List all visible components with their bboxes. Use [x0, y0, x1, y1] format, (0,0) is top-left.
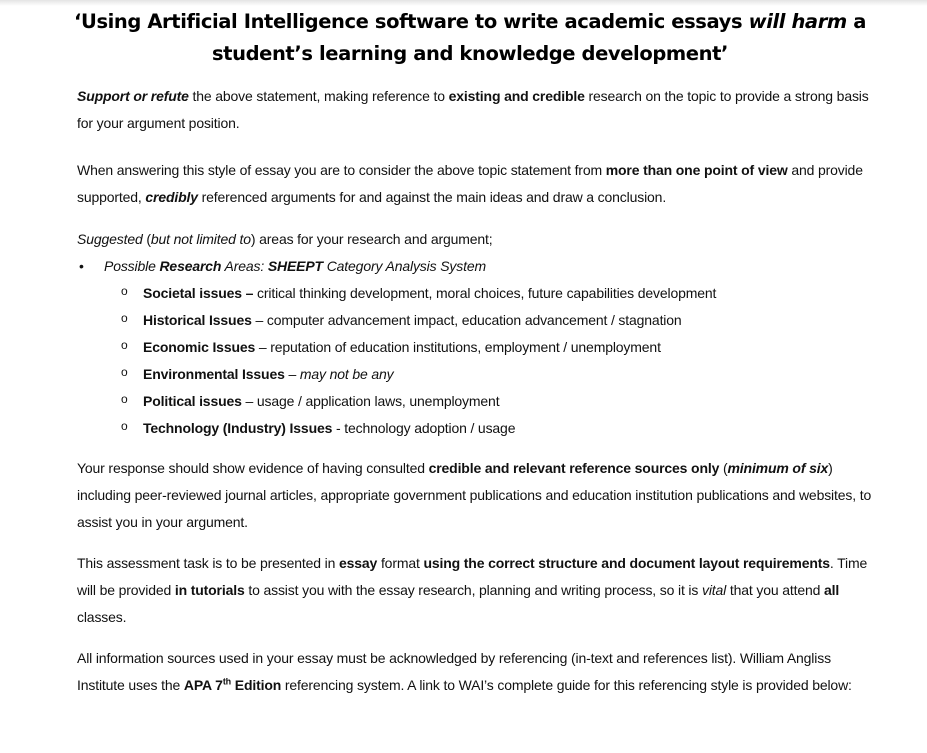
text-segment: student’s learning and knowledge development’	[211, 42, 729, 65]
text-segment: Possible	[104, 258, 160, 274]
text-segment: Edition	[231, 677, 282, 693]
circle-bullet-icon: o	[121, 392, 128, 406]
text-segment: and provide supported,	[77, 162, 863, 205]
text-segment: credibly	[145, 189, 198, 205]
text-segment: research on the topic to provide a strong basis for your argument position.	[77, 88, 869, 131]
text-segment: This assessment task is to be presented in	[77, 555, 340, 571]
text-segment: Your response should show evidence of having consulted	[77, 460, 429, 476]
bullet-marker: •	[79, 258, 84, 274]
text-segment: in tutorials	[174, 582, 245, 598]
title-line	[40, 6, 900, 38]
text-segment: ) including peer-reviewed journal articles, appropriate government publications and education institution publications and websites, to assist you in your argument.	[77, 460, 872, 530]
text-segment: critical thinking development, moral choices, future capabilities development	[257, 285, 717, 301]
text-segment: Suggested	[77, 231, 143, 247]
text-segment: When answering this style of essay you are to consider the above topic statement from	[77, 162, 606, 178]
circle-bullet-icon: o	[121, 419, 128, 433]
text-segment: SHEEPT	[267, 258, 323, 274]
text-segment: Research	[159, 258, 222, 274]
circle-bullet-icon: o	[121, 338, 128, 352]
sheept-category-item	[143, 415, 515, 442]
instruction-format	[77, 550, 877, 631]
text-segment: – reputation of education institutions, employment / unemployment	[255, 339, 661, 355]
instruction-referencing	[77, 645, 877, 699]
circle-bullet-icon: o	[121, 365, 128, 379]
text-segment: Technology (Industry) Issues	[143, 420, 333, 436]
circle-bullet-icon: o	[121, 311, 128, 325]
sheept-category-item	[143, 280, 716, 307]
text-segment: referenced arguments for and against the main ideas and draw a conclusion.	[197, 189, 667, 205]
text-segment: using the correct structure and document layout requirements	[423, 555, 830, 571]
text-segment: the above statement, making reference to	[188, 88, 449, 104]
text-segment: may not be any	[299, 366, 394, 382]
text-segment: referencing system. A link to WAI’s complete guide for this referencing style is provided below:	[281, 677, 852, 693]
text-segment: format	[377, 555, 424, 571]
instruction-viewpoints	[77, 157, 877, 211]
instruction-suggested-areas	[77, 226, 877, 253]
text-segment: ) areas for your research and argument;	[250, 231, 493, 247]
text-segment: Category Analysis System	[322, 258, 486, 274]
text-segment: Political issues	[143, 393, 242, 409]
title-line	[40, 38, 900, 70]
text-segment: – computer advancement impact, education advancement / stagnation	[251, 312, 682, 328]
essay-title	[40, 6, 900, 70]
text-segment: Economic Issues	[143, 339, 256, 355]
text-segment: Historical Issues	[143, 312, 252, 328]
sheept-category-item	[143, 361, 393, 388]
text-segment: (	[142, 231, 151, 247]
instruction-support-refute	[77, 83, 877, 137]
text-segment: – usage / application laws, unemployment	[241, 393, 500, 409]
text-segment: vital	[702, 582, 727, 598]
text-segment: a	[846, 10, 866, 33]
instruction-sources	[77, 455, 877, 536]
text-segment: –	[284, 366, 300, 382]
text-segment: credible and relevant reference sources only	[428, 460, 720, 476]
sheept-category-item	[143, 388, 499, 415]
text-segment: but not limited to	[150, 231, 251, 247]
text-segment: . Time will be provided	[77, 555, 868, 598]
text-segment: ‘Using Artificial Intelligence software to write academic essays	[74, 10, 749, 33]
text-segment: all	[824, 582, 840, 598]
text-segment: essay	[339, 555, 378, 571]
text-segment: minimum of six	[727, 460, 829, 476]
text-segment: All information sources used in your essay must be acknowledged by referencing (in-text and references list). William Angliss Institute uses the	[77, 650, 831, 693]
text-segment: APA 7	[183, 677, 223, 693]
text-segment: classes.	[77, 609, 127, 625]
text-segment: to assist you with the essay research, planning and writing process, so it is	[244, 582, 702, 598]
text-segment: existing and credible	[448, 88, 585, 104]
text-segment: (	[719, 460, 728, 476]
text-segment: more than one point of view	[605, 162, 788, 178]
sheept-category-item	[143, 334, 661, 361]
text-segment: Support or refute	[77, 88, 189, 104]
text-segment: that you attend	[726, 582, 825, 598]
text-segment: Societal issues –	[143, 285, 258, 301]
text-segment: th	[222, 676, 232, 687]
circle-bullet-icon: o	[121, 284, 128, 298]
text-segment: will harm	[748, 10, 847, 33]
sheept-category-item	[143, 307, 682, 334]
text-segment: - technology adoption / usage	[332, 420, 516, 436]
text-segment: Environmental Issues	[143, 366, 285, 382]
research-areas-bullet	[104, 253, 486, 280]
text-segment: Areas:	[221, 258, 268, 274]
